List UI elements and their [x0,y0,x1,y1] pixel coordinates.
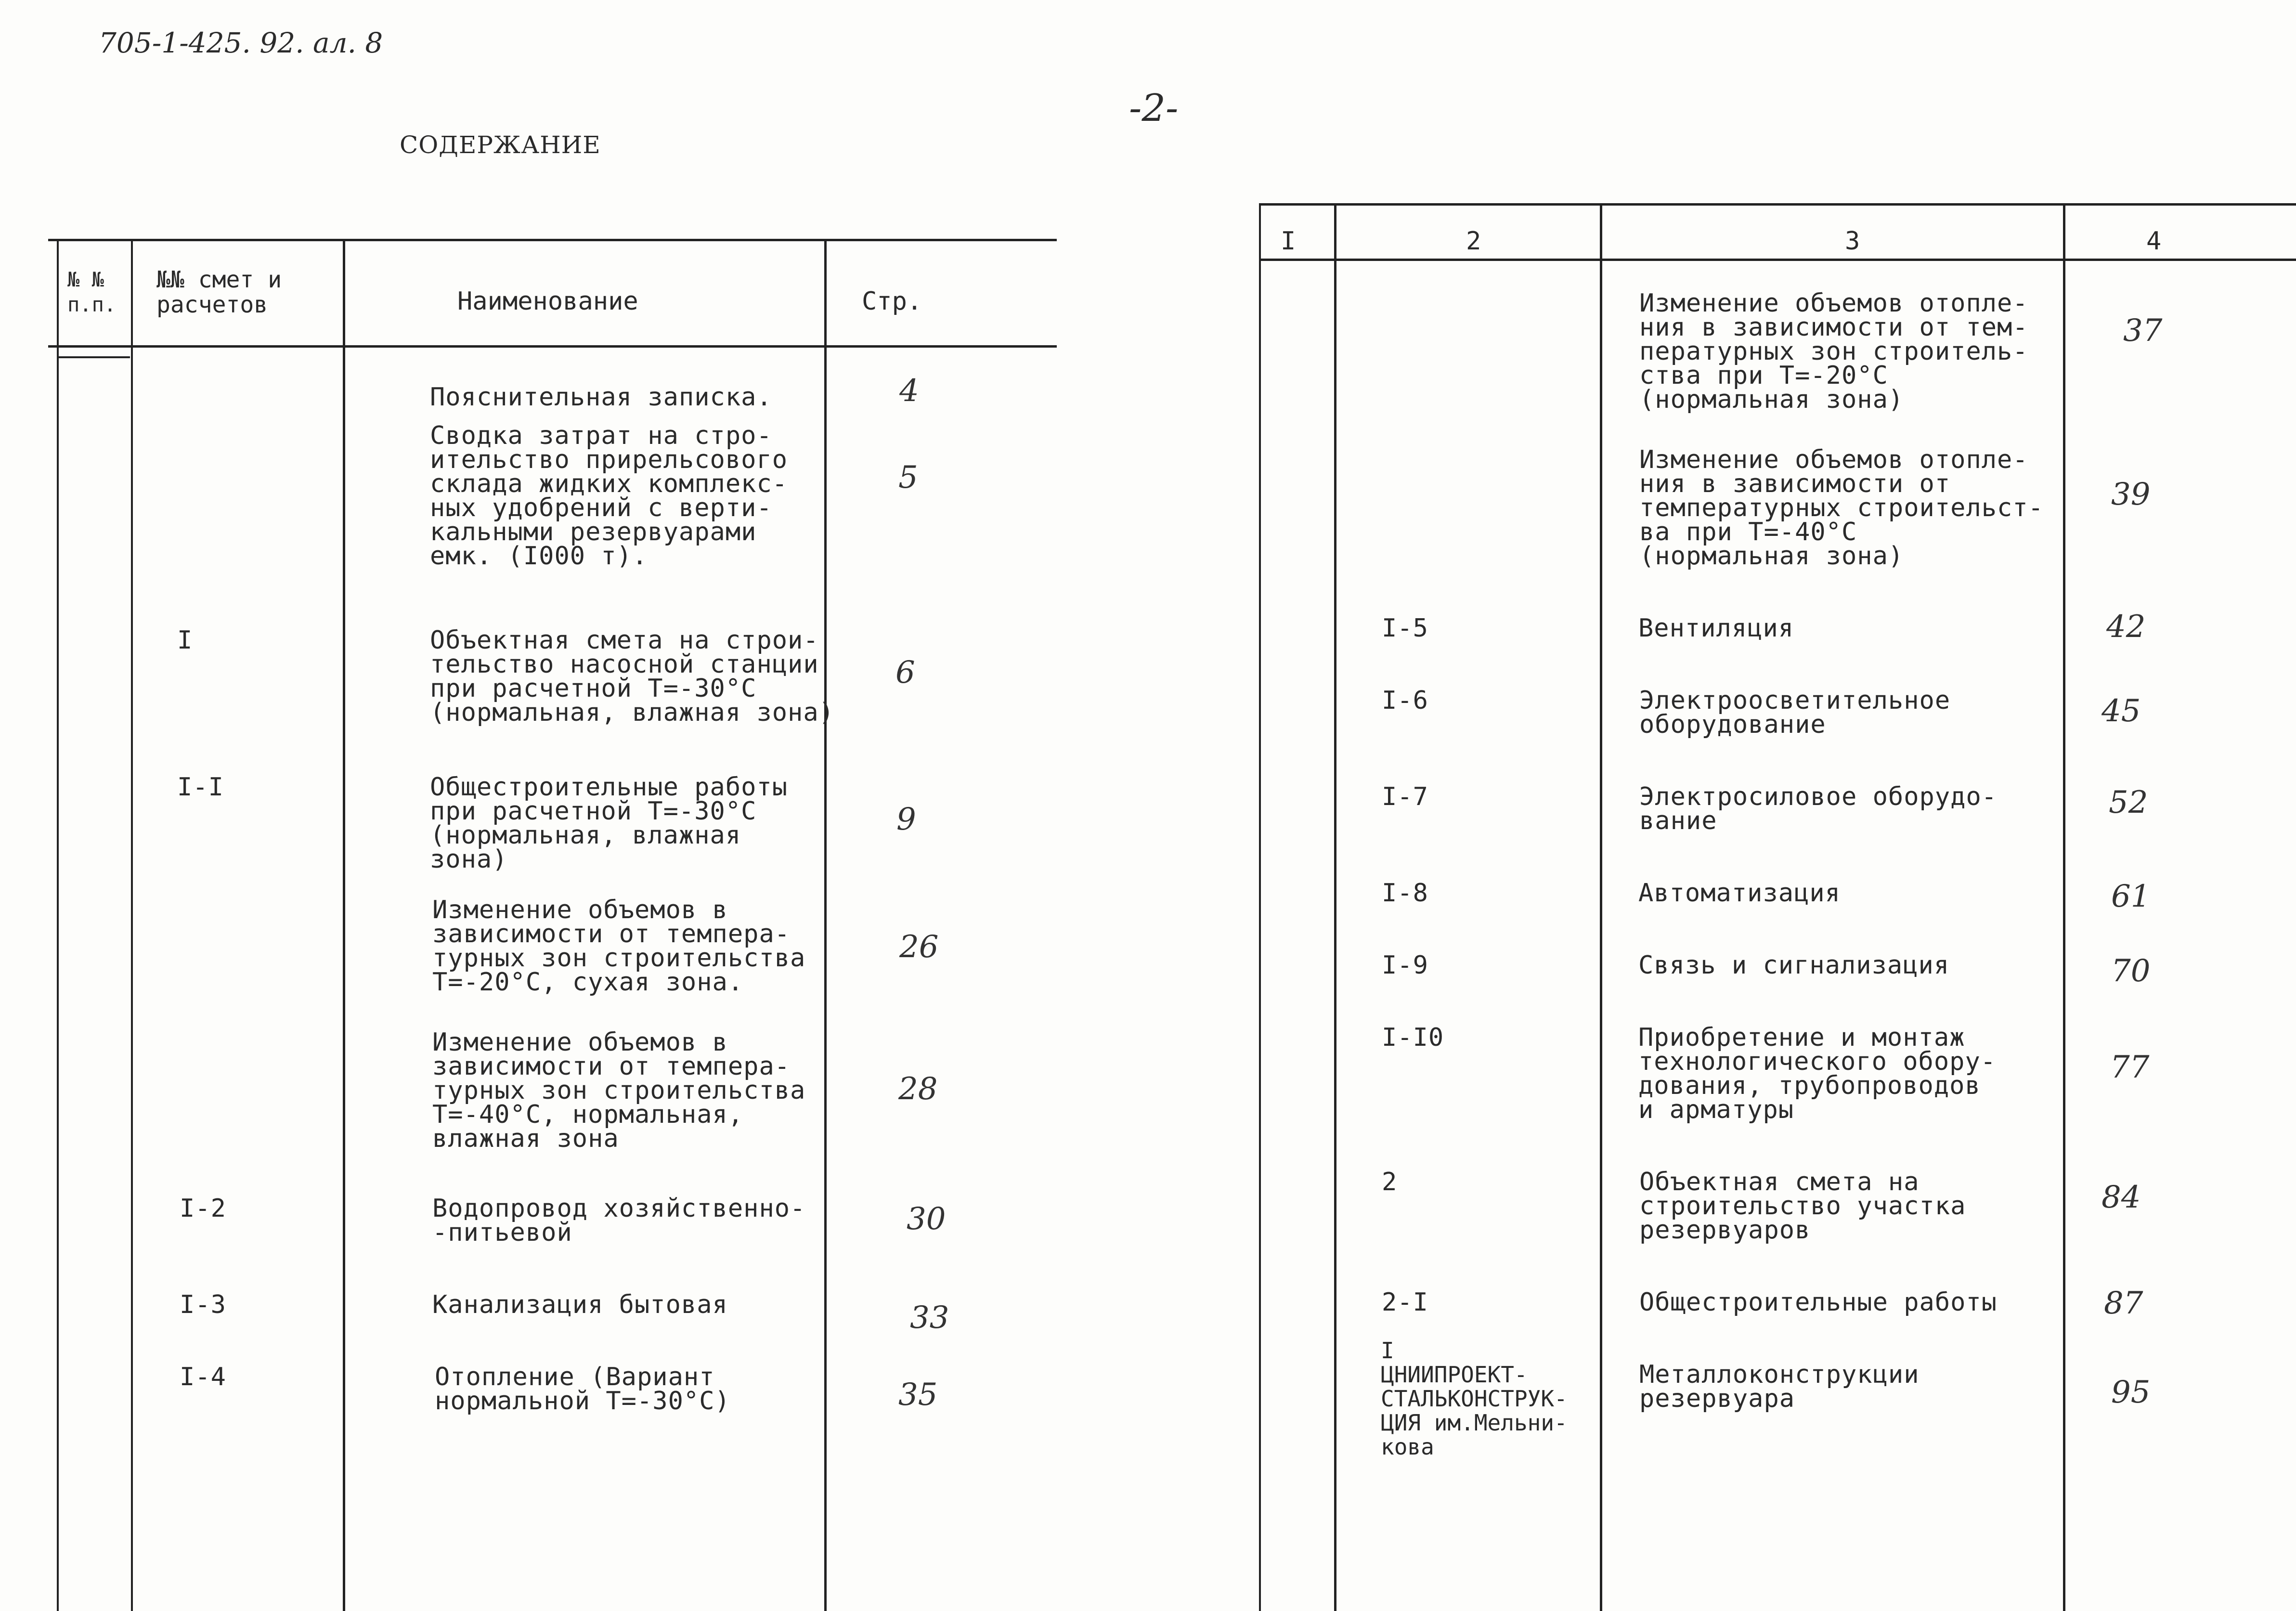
table-row-calc: 2-I [1382,1288,1428,1317]
table-row-name: Электроосветительное оборудование [1639,686,1951,739]
table-row-page: 28 [898,1071,938,1107]
table-row-calc: I [177,626,193,655]
document-code: 705-1-425. 92. ал. 8 [99,26,383,59]
table-row-name: Изменение объемов отопле- ния в зависимости от температурных строительст- ва при Т=-40°С (нормальная зона) [1639,445,2044,571]
table-row-name: Металлоконструкции резервуара [1639,1360,1920,1413]
table-row-calc: I-7 [1382,782,1428,811]
table-row-page: 95 [2111,1375,2151,1410]
table-row-name: Общестроительные работы при расчетной Т=-30°С (нормальная, влажная зона) [430,773,788,874]
table-row-calc: I-3 [180,1290,226,1319]
table-row-page: 77 [2110,1050,2150,1085]
table-row-page: 84 [2101,1180,2141,1215]
table-row-page: 5 [898,460,918,495]
table-row-page: 39 [2111,477,2151,512]
header-calc-number: №№ смет и расчетов [156,266,282,318]
table-row-calc: I-2 [180,1194,226,1223]
table-row-calc: I-I [177,773,224,802]
table-row-page: 26 [899,929,939,965]
table-row-name: Сводка затрат на стро- ительство прирельсового склада жидких комплекс- ных удобрений с верти- кальными резервуарами емк. (I000 т). [430,421,788,571]
table-row-calc: I-5 [1382,614,1428,643]
table-row-calc: I-9 [1382,951,1428,980]
table-row-page: 52 [2109,785,2148,820]
table-row-calc: 2 [1382,1168,1398,1196]
header-col-2: 2 [1466,227,1481,256]
table-row-page: 33 [910,1300,949,1336]
table-row-page: 35 [898,1377,938,1413]
table-row-page: 70 [2111,953,2151,989]
table-row-name: Электросиловое оборудо- вание [1639,782,1998,835]
table-row-name: Канализация бытовая [432,1290,728,1319]
table-row-name: Изменение объемов в зависимости от темпера- турных зон строительства Т=-40°С, нормальная, влажная зона [432,1028,806,1153]
table-row-calc: I-I0 [1382,1023,1444,1052]
table-row-name: Водопровод хозяйственно- -питьевой [432,1194,806,1247]
table-row-page: 4 [899,373,919,409]
table-row-name: Отопление (Вариант нормальной Т=-30°С) [435,1363,730,1416]
table-row-page: 87 [2104,1286,2143,1321]
table-row-name: Объектная смета на строительство участка резервуаров [1639,1168,1966,1245]
table-row-name: Вентиляция [1638,614,1794,643]
table-row-name: Изменение объемов в зависимости от темпера- турных зон строительства Т=-20°С, сухая зона. [432,896,806,997]
table-row-name: Объектная смета на строи- тельство насосной станции при расчетной Т=-30°С (нормальная, влажная зона) [430,626,834,727]
table-row-calc: I-6 [1382,686,1428,715]
table-row-calc: I ЦНИИПРОЕКТ- СТАЛЬКОНСТРУК- ЦИЯ им.Мельни- кова [1381,1338,1568,1460]
table-row-page: 42 [2106,609,2146,645]
header-col-4: 4 [2146,227,2162,256]
table-row-name: Автоматизация [1638,879,1841,908]
header-col-1: I [1281,227,1296,256]
table-row-name: Пояснительная записка. [430,383,772,412]
header-page: Стр. [862,287,922,316]
page-title: СОДЕРЖАНИЕ [400,131,601,159]
table-row-calc: I-8 [1382,879,1428,908]
header-col-3: 3 [1845,227,1860,256]
table-row-page: 45 [2101,693,2141,729]
header-name: Наименование [457,287,638,316]
header-row-number: № № п.п. [67,268,117,316]
table-row-page: 6 [895,655,915,690]
table-row-name: Приобретение и монтаж технологического обору- дования, трубопроводов и арматуры [1638,1023,1997,1124]
table-row-name: Связь и сигнализация [1638,951,1950,980]
table-row-calc: I-4 [180,1363,226,1391]
table-row-page: 61 [2111,879,2151,914]
table-row-page: 37 [2123,313,2163,349]
page-number: -2- [1129,87,1179,130]
table-row-page: 9 [896,802,916,837]
table-row-name: Изменение объемов отопле- ния в зависимости от тем- пературных зон строитель- ства при Т=-20°С (нормальная зона) [1639,289,2028,414]
table-row-name: Общестроительные работы [1639,1288,1998,1317]
table-row-page: 30 [907,1201,946,1237]
